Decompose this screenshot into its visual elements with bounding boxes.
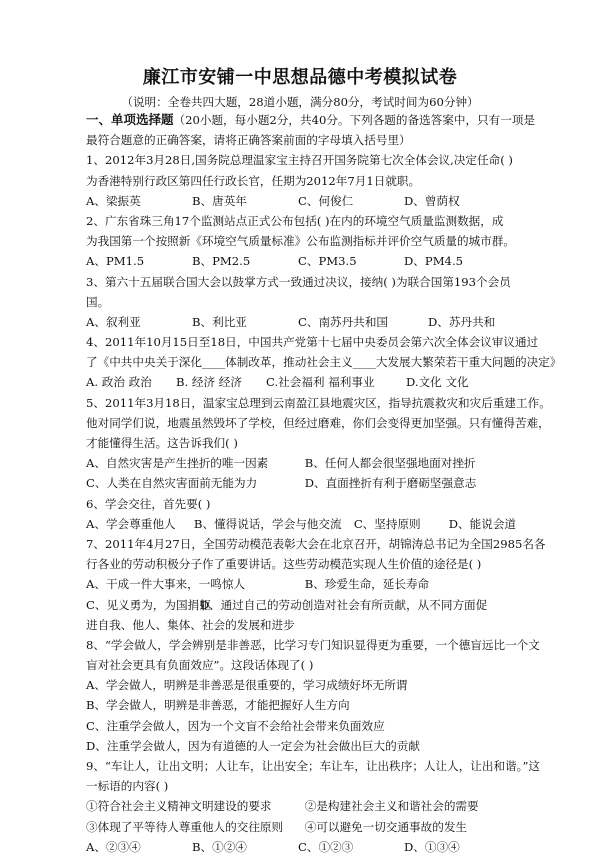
statement-1: ①符合社会主义精神文明建设的要求 <box>86 799 272 814</box>
option-b: B、①②④ <box>192 839 247 854</box>
option-b: B、懂得说话，学会与他交流 <box>193 516 342 531</box>
question-9-statements-12 <box>86 796 516 816</box>
question-9-stem: 9、“车让人，让出文明；人让车，让出安全；车让车，让出秩序；人让人，让出和谐。”这 <box>86 759 540 773</box>
option-c: C、PM3.5 <box>298 254 357 269</box>
statement-4: ④可以避免一切交通事故的发生 <box>304 819 468 834</box>
option-c: C、①②③ <box>298 839 354 854</box>
option-a: A、梁振英 <box>86 193 141 208</box>
question-7-options-cd <box>86 595 516 615</box>
option-c: C、何俊仁 <box>298 193 354 208</box>
option-a: A、叙利亚 <box>86 314 141 329</box>
question-1-options <box>86 191 516 211</box>
question-5-options-ab <box>86 453 516 473</box>
option-a: A. 政治 政治 <box>86 375 152 390</box>
question-9-options <box>86 837 516 857</box>
option-c: C、坚持原则 <box>353 516 421 531</box>
question-7-options-ab <box>86 574 516 594</box>
question-3-stem-cont: 国。 <box>86 294 110 309</box>
question-4-stem-cont: 了《中共中央关于深化____体制改革，推动社会主义____大发展大繁荣若干重大问题的决定》 <box>86 355 562 370</box>
option-d: D、苏丹共和 <box>428 314 496 329</box>
page-title: 廉江市安铺一中思想品德中考模拟试卷 <box>142 67 458 88</box>
question-7-option-d-cont: 进自我、他人、集体、社会的发展和进步 <box>86 617 295 632</box>
option-d: D、直面挫折有利于磨砺坚强意志 <box>304 476 477 491</box>
exam-body <box>86 110 562 857</box>
statement-3: ③体现了平等待人尊重他人的交往原则 <box>86 819 284 834</box>
option-d: D.文化 文化 <box>406 375 469 390</box>
question-4-options <box>86 372 516 392</box>
statement-2: ②是构建社会主义和谐社会的需要 <box>304 799 479 814</box>
question-5-stem-cont2: 才能懂得生活。这告诉我们( ) <box>86 436 238 450</box>
question-5-options-cd <box>86 473 516 493</box>
option-b: B、珍爱生命，延长寿命 <box>304 577 430 592</box>
exam-instructions: （说明：全卷共四大题，28道小题，满分80分，考试时间为60分钟） <box>121 95 479 109</box>
option-d: D、通过自己的劳动创造对社会有所贡献，从不同方面促 <box>199 597 488 612</box>
option-b: B、利比亚 <box>192 314 247 329</box>
question-4-stem: 4、2011年10月15日至18日，中国共产党第十七届中央委员会第六次全体会议审议通过 <box>86 335 539 350</box>
question-6-stem: 6、学会交往，首先要( ) <box>86 496 211 511</box>
question-9-statements-34 <box>86 817 516 837</box>
option-d: D、PM4.5 <box>404 254 463 269</box>
question-8-stem-cont: 盲对社会更具有负面效应”。这段话体现了( ) <box>86 658 314 673</box>
option-d: D、曾荫权 <box>404 193 460 208</box>
question-2-options <box>86 251 516 271</box>
question-9-stem-cont: 一标语的内容( ) <box>86 779 169 794</box>
question-2-stem: 2、广东省珠三角17个监测站点正式公布包括( )在内的环境空气质量监测数据，成 <box>86 213 504 228</box>
option-a: A、PM1.5 <box>86 254 145 269</box>
section-title: 一、单项选择题 <box>86 112 174 127</box>
question-8-stem: 8、“学会做人，学会辨别是非善恶，比学习专门知识显得更为重要，一个德盲远比一个文 <box>86 637 540 652</box>
option-b: B、学会做人，明辨是非善恶，才能把握好人生方向 <box>86 698 350 713</box>
option-d: D、注重学会做人，因为有道德的人一定会为社会做出巨大的贡献 <box>86 738 420 753</box>
option-a: A、学会做人，明辨是非善恶是很重要的，学习成绩好坏无所谓 <box>86 678 408 693</box>
option-b: B、唐英年 <box>192 193 247 208</box>
option-c: C、见义勇为，为国捐躯 <box>86 597 211 612</box>
section-description-cont: 最符合题意的正确答案，请将正确答案前面的字母填入括号里） <box>86 133 411 148</box>
section-description: （20小题，每小题2分，共40分。下列各题的备选答案中，只有一项是 <box>173 113 536 127</box>
question-7-stem: 7、2011年4月27日，全国劳动模范表彰大会在北京召开，胡锦涛总书记为全国2985名各 <box>86 536 546 551</box>
option-b: B、PM2.5 <box>192 254 251 269</box>
option-a: A、自然灾害是产生挫折的唯一因素 <box>86 456 269 471</box>
option-b: B、任何人都会很坚强地面对挫折 <box>304 456 476 471</box>
option-c: C、人类在自然灾害面前无能为力 <box>86 476 258 491</box>
option-c: C.社会福利 福利事业 <box>266 375 375 390</box>
option-d: D、①③④ <box>404 839 460 854</box>
option-b: B. 经济 经济 <box>176 375 242 390</box>
question-5-stem-cont: 他对同学们说，地震虽然毁坏了学校，但经过磨难，你们会变得更加坚强。只有懂得苦难， <box>86 415 550 430</box>
option-c: C、南苏丹共和国 <box>298 314 389 329</box>
question-2-stem-cont: 为我国第一个按照新《环境空气质量标准》公布监测指标并评价空气质量的城市群。 <box>86 234 515 249</box>
question-1-stem-cont: 为香港特别行政区第四任行政长官，任期为2012年7月1日就职。 <box>86 173 421 188</box>
question-6-options <box>86 514 516 534</box>
question-3-stem: 3、第六十五届联合国大会以鼓掌方式一致通过决议，接纳( )为联合国第193个会员 <box>86 274 511 289</box>
option-a: A、②③④ <box>86 839 141 854</box>
question-3-options <box>86 312 516 332</box>
option-c: C、注重学会做人，因为一个文盲不会给社会带来负面效应 <box>86 718 385 733</box>
question-7-stem-cont: 行各业的劳动积极分子作了重要讲话。这些劳动模范实现人生价值的途径是( ) <box>86 557 482 572</box>
question-1-stem: 1、2012年3月28日,国务院总理温家宝主持召开国务院第七次全体会议,决定任命( ) <box>86 153 513 168</box>
section-heading <box>86 110 536 130</box>
question-5-stem: 5、2011年3月18日，温家宝总理到云南盈江县地震灾区，指导抗震救灾和灾后重建工作。 <box>86 395 551 410</box>
option-d: D、能说会道 <box>448 516 517 531</box>
option-a: A、干成一件大事来，一鸣惊人 <box>86 577 246 592</box>
option-a: A、学会尊重他人 <box>86 516 176 531</box>
